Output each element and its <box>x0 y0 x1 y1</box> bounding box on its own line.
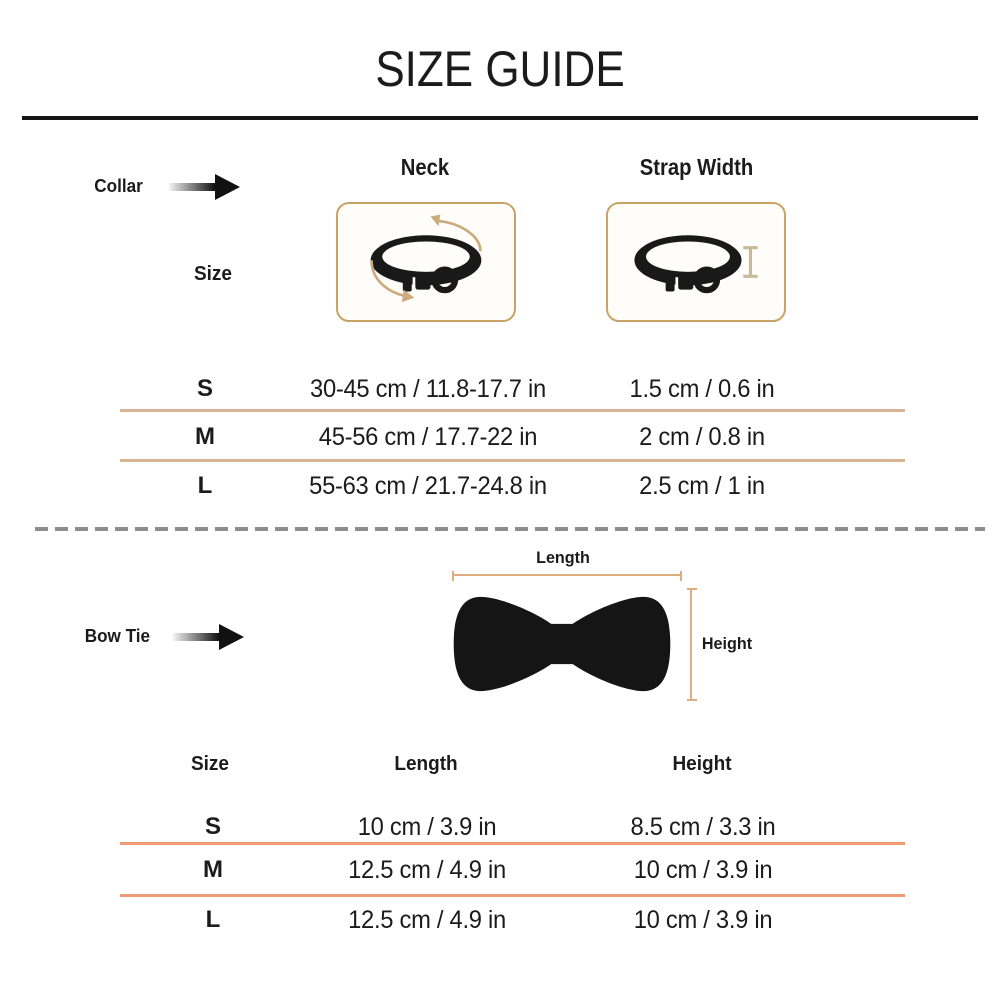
collar-arrow-icon <box>166 171 242 203</box>
bowtie-length-header: Length <box>394 753 458 775</box>
length-measure-line <box>452 574 682 576</box>
height-measure-line <box>690 588 692 701</box>
neck-column-header: Neck <box>400 154 450 180</box>
width-mark-icon <box>743 248 757 277</box>
collar-row-l-size: L <box>197 472 213 499</box>
collar-row-divider <box>120 409 905 412</box>
collar-row-s-neck: 30-45 cm / 11.8-17.7 in <box>310 375 546 403</box>
bowtie-height-annotation: Height <box>701 634 753 653</box>
collar-section-label: Collar <box>94 176 143 196</box>
page-title: SIZE GUIDE <box>375 41 625 97</box>
bowtie-row-l-length: 12.5 cm / 4.9 in <box>348 906 506 934</box>
section-divider-dashed <box>35 527 985 531</box>
bowtie-arrow-icon <box>170 621 246 653</box>
collar-row-l-neck: 55-63 cm / 21.7-24.8 in <box>309 472 547 500</box>
bowtie-icon <box>447 584 677 704</box>
neck-collar-icon <box>350 212 502 312</box>
neck-illustration-box <box>336 202 516 322</box>
collar-row-l-strap: 2.5 cm / 1 in <box>639 472 765 500</box>
strap-width-illustration-box <box>606 202 786 322</box>
collar-row-divider <box>120 459 905 462</box>
bowtie-section-label: Bow Tie <box>84 626 150 646</box>
bowtie-row-s-height: 8.5 cm / 3.3 in <box>630 813 776 841</box>
bowtie-row-divider <box>120 894 905 897</box>
bowtie-row-divider <box>120 842 905 845</box>
collar-row-m-neck: 45-56 cm / 17.7-22 in <box>318 423 538 451</box>
strap-width-collar-icon <box>620 212 772 312</box>
title-divider <box>22 116 978 120</box>
collar-row-s-strap: 1.5 cm / 0.6 in <box>629 375 775 403</box>
bowtie-row-m-size: M <box>203 856 223 883</box>
bowtie-row-m-height: 10 cm / 3.9 in <box>633 856 773 884</box>
bowtie-row-l-height: 10 cm / 3.9 in <box>633 906 773 934</box>
bowtie-row-s-length: 10 cm / 3.9 in <box>357 813 497 841</box>
bowtie-length-annotation: Length <box>536 548 590 567</box>
bowtie-height-header: Height <box>672 753 732 775</box>
bowtie-row-m-length: 12.5 cm / 4.9 in <box>348 856 506 884</box>
bowtie-row-s-size: S <box>204 813 221 840</box>
strap-width-column-header: Strap Width <box>639 154 754 180</box>
collar-row-s-size: S <box>196 375 213 402</box>
collar-row-m-strap: 2 cm / 0.8 in <box>639 423 765 451</box>
bowtie-size-header: Size <box>190 753 230 775</box>
collar-size-header: Size <box>193 263 233 285</box>
bowtie-row-l-size: L <box>205 906 221 933</box>
collar-row-m-size: M <box>195 423 215 450</box>
